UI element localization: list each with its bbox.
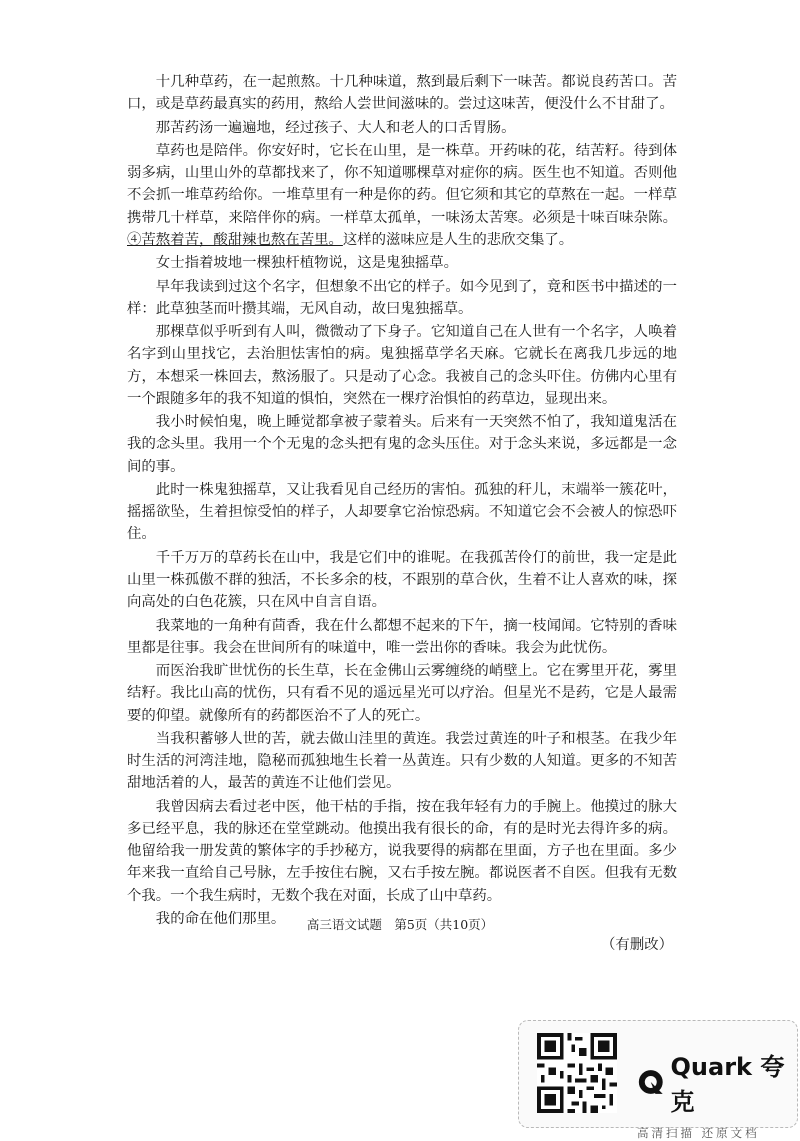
- paragraph: 我菜地的一角种有茴香，我在什么都想不起来的下午，摘一枝闻闻。它特别的香味里都是往事。我会在世间所有的味道中，唯一尝出你的香味。我会为此忧伤。: [127, 617, 677, 656]
- paragraph: 我的命在他们那里。: [155, 910, 286, 927]
- page-footer: 高三语文试题 第5页（共10页）: [306, 917, 494, 932]
- quark-watermark: [518, 1020, 798, 1140]
- quark-logo-icon: [637, 1067, 665, 1097]
- paragraph: 我曾因病去看过老中医，他干枯的手指，按在我年轻有力的手腕上。他摸过的脉大多已经平息，我的脉还在堂堂跳动。他摸出我有很长的命，有的是时光去得许多的病。他留给我一册发黄的繁体字的手抄秘方，说我要得的病都在里面，方子也在里面。多少年来我一直给自己号脉，左手按住右腕，又右手按左腕。都说医者不自医。但我有无数个我。一个我生病时，无数个我在对面，长成了山中草药。: [127, 798, 677, 904]
- paragraph: 早年我读到过这个名字，但想象不出它的样子。如今见到了，竟和医书中描述的一样：此草独茎而叶攒其端，无风自动，故曰鬼独摇草。: [127, 278, 677, 317]
- article-body: [127, 71, 677, 958]
- paragraph: 那苦药汤一遍遍地，经过孩子、大人和老人的口舌胃肠。: [155, 119, 516, 136]
- qr-code-icon: [537, 1033, 617, 1113]
- paragraph: 千千万万的草药长在山中，我是它们中的谁呢。在我孤苦伶仃的前世，我一定是此山里一株孤傲不群的独活，不长多余的枝，不跟别的草合伙，生着不让人喜欢的味，探向高处的白色花簇，只在风中自言自语。: [127, 549, 677, 611]
- underlined-sentence-4: ④苦熬着苦，酸甜辣也熬在苦里。: [127, 231, 343, 248]
- paragraph-text: 草药也是陪伴。你安好时，它长在山里，是一株草。开药味的花，结苦籽。待到体弱多病，山里山外的草都找来了，你不知道哪棵草对症你的病。医生也不知道。否则他不会抓一堆草药给你。一堆草里有一种是你的药。但它须和其它的草熬在一起。一样草携带几十样草，来陪伴你的病。一样草太孤单，一味汤太苦寒。必须是十味百味杂陈。: [127, 142, 677, 226]
- paragraph: 我小时候怕鬼，晚上睡觉都拿被子蒙着头。后来有一天突然不怕了，我知道鬼活在我的念头里。我用一个个无鬼的念头把有鬼的念头压住。对于念头来说，多远都是一念间的事。: [127, 414, 677, 475]
- quark-brand-name: Quark 夸克: [670, 1053, 785, 1116]
- paragraph: 此时一株鬼独摇草，又让我看见自己经历的害怕。孤独的秆儿，末端举一簇花叶，摇摇欲坠，生着担惊受怕的样子，人却要拿它治惊恐病。不知道它会不会被人的惊恐吓住。: [127, 481, 677, 543]
- paragraph: 十几种草药，在一起煎熬。十几种味道，熬到最后剩下一味苦。都说良药苦口。苦口，或是草药最真实的药用，熬给人尝世间滋味的。尝过这味苦，便没什么不甘甜了。: [127, 74, 677, 113]
- quark-tagline: 高清扫描 还原文档: [637, 1126, 760, 1140]
- quark-brand: [637, 1047, 797, 1141]
- paragraph: 那棵草似乎听到有人叫，微微动了下身子。它知道自己在人世有一个名字，人唤着名字到山里找它，去治胆怯害怕的病。鬼独摇草学名天麻。它就长在离我几步远的地方，本想采一株回去，熬汤服了。只是动了心念。我被自己的念头吓住。仿佛内心里有一个跟随多年的我不知道的惧怕，突然在一棵疗治惧怕的药草边，显现出来。: [127, 324, 677, 407]
- paragraph: 女士指着坡地一棵独杆植物说，这是鬼独摇草。: [155, 255, 459, 272]
- source-note: （有删改）: [601, 937, 673, 954]
- paragraph: [127, 140, 677, 251]
- paragraph-text-tail: 这样的滋味应是人生的悲欣交集了。: [342, 231, 574, 248]
- paragraph: 当我积蓄够人世的苦，就去做山洼里的黄连。我尝过黄连的叶子和根茎。在我少年时生活的河湾洼地，隐秘而孤独地生长着一丛黄连。只有少数的人知道。更多的不知苦甜地活着的人，最苦的黄连不让他们尝见。: [127, 730, 677, 792]
- paragraph: 而医治我旷世忧伤的长生草，长在金佛山云雾缠绕的峭壁上。它在雾里开花，雾里结籽。我比山高的忧伤，只有看不见的遥远星光可以疗治。但星光不是药，它是人最需要的仰望。就像所有的药都医治不了人的死亡。: [127, 663, 677, 724]
